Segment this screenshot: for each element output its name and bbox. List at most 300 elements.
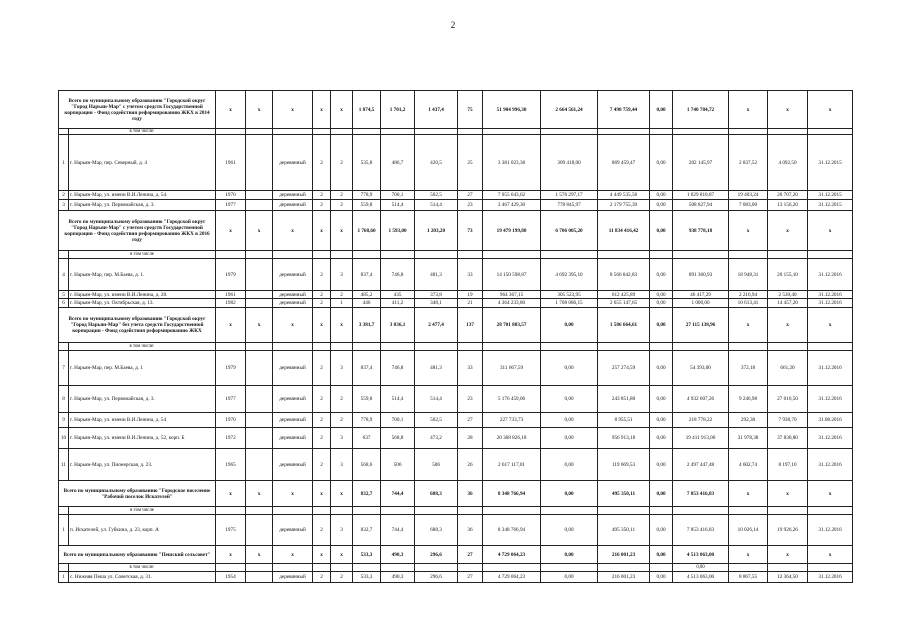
table-cell: 33 bbox=[458, 259, 483, 291]
table-cell: 1972 bbox=[216, 428, 246, 449]
table-cell bbox=[808, 564, 853, 572]
table-cell: 14 457,20 bbox=[768, 299, 808, 308]
table-cell: x bbox=[313, 211, 331, 251]
table-cell bbox=[313, 343, 331, 351]
table-cell bbox=[458, 507, 483, 515]
table-cell: деревянный bbox=[273, 413, 313, 428]
table-cell: 0,00 bbox=[541, 351, 598, 386]
address-cell: г. Нарьян-Мар, ул. имени В.И.Ленина, д. 54 bbox=[69, 413, 216, 428]
table-cell: 0,00 bbox=[650, 428, 673, 449]
table-cell bbox=[216, 564, 246, 572]
table-cell: 1 bbox=[59, 572, 69, 583]
table-cell: 1979 bbox=[216, 351, 246, 386]
table-cell bbox=[541, 564, 598, 572]
address-cell: г. Нарьян-Мар, ул. Пионерская, д. 23. bbox=[69, 449, 216, 481]
table-cell bbox=[246, 515, 273, 546]
table-cell bbox=[331, 251, 353, 259]
table-cell: x bbox=[273, 308, 313, 343]
table-cell: 0,00 bbox=[650, 386, 673, 413]
table-cell bbox=[650, 251, 673, 259]
table-cell bbox=[598, 251, 650, 259]
table-cell: 10 bbox=[59, 428, 69, 449]
table-cell: 514,4 bbox=[381, 200, 415, 211]
table-row bbox=[59, 299, 853, 308]
table-row bbox=[59, 572, 853, 583]
table-cell: x bbox=[216, 211, 246, 251]
table-cell: 216 001,23 bbox=[598, 546, 650, 564]
table-cell: 20 368 826,18 bbox=[483, 428, 541, 449]
table-cell: 20 707,20 bbox=[768, 191, 808, 200]
table-cell: 778 845,97 bbox=[541, 200, 598, 211]
table-cell: 2 bbox=[331, 572, 353, 583]
table-cell: 837,4 bbox=[353, 259, 381, 291]
table-cell: 2 216,94 bbox=[729, 291, 768, 299]
table-cell: 891 360,93 bbox=[673, 259, 729, 291]
table-cell: деревянный bbox=[273, 299, 313, 308]
table-cell: 36 bbox=[458, 515, 483, 546]
table-cell: 514,4 bbox=[381, 386, 415, 413]
table-cell: 568,8 bbox=[381, 428, 415, 449]
table-cell: 119 669,53 bbox=[598, 449, 650, 481]
table-cell: 2 664 561,24 bbox=[541, 91, 598, 129]
table-cell: 373,8 bbox=[415, 291, 458, 299]
page-number: 2 bbox=[450, 20, 456, 30]
table-cell: 2 bbox=[331, 191, 353, 200]
table-cell: 612 425,89 bbox=[598, 291, 650, 299]
subheader-row bbox=[59, 507, 853, 515]
table-row bbox=[59, 449, 853, 481]
table-cell bbox=[808, 507, 853, 515]
table-cell: 305 523,95 bbox=[541, 291, 598, 299]
table-cell bbox=[808, 343, 853, 351]
table-cell: 1970 bbox=[216, 191, 246, 200]
housing-program-table bbox=[58, 90, 853, 583]
table-cell: 311 667,59 bbox=[483, 351, 541, 386]
table-cell bbox=[331, 507, 353, 515]
table-row bbox=[59, 351, 853, 386]
table-cell: 2 bbox=[313, 572, 331, 583]
table-cell: 7 055 643,62 bbox=[483, 191, 541, 200]
table-cell: деревянный bbox=[273, 572, 313, 583]
table-cell: 6 bbox=[59, 299, 69, 308]
table-cell: 13 156,20 bbox=[768, 200, 808, 211]
table-cell bbox=[650, 343, 673, 351]
table-cell: x bbox=[808, 308, 853, 343]
table-cell: 688,3 bbox=[415, 515, 458, 546]
table-cell bbox=[353, 251, 381, 259]
table-cell bbox=[673, 507, 729, 515]
table-cell: 27 016,50 bbox=[768, 386, 808, 413]
table-cell: 51 904 996,30 bbox=[483, 91, 541, 129]
table-cell: 11 bbox=[59, 449, 69, 481]
table-cell: 309 418,00 bbox=[541, 135, 598, 191]
table-cell: x bbox=[808, 481, 853, 507]
table-cell bbox=[458, 343, 483, 351]
table-cell: x bbox=[768, 91, 808, 129]
table-cell: 31.08.2016 bbox=[808, 413, 853, 428]
table-cell: 2 bbox=[313, 351, 331, 386]
table-cell: 5 176 459,06 bbox=[483, 386, 541, 413]
table-cell: 2 bbox=[331, 291, 353, 299]
table-cell: 1965 bbox=[216, 449, 246, 481]
table-cell: 21 bbox=[458, 299, 483, 308]
table-cell: 4 602,74 bbox=[729, 449, 768, 481]
table-cell: 3 bbox=[331, 259, 353, 291]
table-cell: 348,1 bbox=[415, 299, 458, 308]
table-cell: 4 513 063,00 bbox=[673, 572, 729, 583]
table-cell: 8 bbox=[59, 386, 69, 413]
table-cell bbox=[729, 507, 768, 515]
table-cell: 296,6 bbox=[415, 546, 458, 564]
table-cell: 1 029 810,87 bbox=[673, 191, 729, 200]
table-cell: 27 bbox=[458, 546, 483, 564]
table-cell: 28 701 803,57 bbox=[483, 308, 541, 343]
table-cell bbox=[415, 251, 458, 259]
summary-row bbox=[59, 308, 853, 343]
table-cell bbox=[313, 251, 331, 259]
table-cell: 420,5 bbox=[415, 135, 458, 191]
table-cell bbox=[650, 507, 673, 515]
table-cell: x bbox=[331, 481, 353, 507]
table-cell: 73 bbox=[458, 211, 483, 251]
table-cell: деревянный bbox=[273, 135, 313, 191]
subheader-row bbox=[59, 251, 853, 259]
address-cell: г. Нарьян-Мар, ул. имени В.И.Ленина, д. 52, корп. Б bbox=[69, 428, 216, 449]
table-cell: 1 593,00 bbox=[381, 211, 415, 251]
table-cell: 0,00 bbox=[650, 449, 673, 481]
table-cell: x bbox=[808, 546, 853, 564]
table-cell: x bbox=[331, 91, 353, 129]
table-cell: 535,8 bbox=[353, 135, 381, 191]
table-cell: 14 150 598,87 bbox=[483, 259, 541, 291]
table-cell: 19 403,24 bbox=[729, 191, 768, 200]
table-row bbox=[59, 413, 853, 428]
table-cell bbox=[246, 291, 273, 299]
table-cell bbox=[483, 507, 541, 515]
table-cell: 137 bbox=[458, 308, 483, 343]
table-cell: 2 bbox=[313, 291, 331, 299]
table-cell: 11 834 416,42 bbox=[598, 211, 650, 251]
table-cell: 2 bbox=[331, 386, 353, 413]
table-cell bbox=[353, 343, 381, 351]
subheader-label: в том числе: bbox=[69, 564, 216, 572]
table-cell: 5 bbox=[59, 291, 69, 299]
table-cell: 372,18 bbox=[729, 351, 768, 386]
table-cell: x bbox=[216, 308, 246, 343]
table-cell bbox=[246, 449, 273, 481]
table-cell: 8 197,10 bbox=[768, 449, 808, 481]
table-cell: 1 701,2 bbox=[381, 91, 415, 129]
table-cell: 19 926,26 bbox=[768, 515, 808, 546]
table-cell: x bbox=[246, 91, 273, 129]
table-cell: x bbox=[216, 546, 246, 564]
table-cell: x bbox=[313, 308, 331, 343]
summary-row bbox=[59, 481, 853, 507]
table-cell: 1977 bbox=[216, 200, 246, 211]
table-cell bbox=[331, 343, 353, 351]
table-cell: 2 bbox=[331, 413, 353, 428]
table-cell: 2 bbox=[331, 200, 353, 211]
table-cell bbox=[381, 507, 415, 515]
table-cell: 446 bbox=[353, 299, 381, 308]
table-cell: 637 bbox=[353, 428, 381, 449]
table-cell: 533,3 bbox=[353, 572, 381, 583]
address-cell: г. Нарьян-Мар, ул. Первомайская, д. 3. bbox=[69, 200, 216, 211]
table-cell: 1 bbox=[331, 299, 353, 308]
table-cell bbox=[246, 191, 273, 200]
table-cell: 1977 bbox=[216, 386, 246, 413]
table-cell: 3 bbox=[331, 449, 353, 481]
table-cell: 31.12.2016 bbox=[808, 259, 853, 291]
address-cell: п. Искателей, ул. Губкина, д. 23, корп. А bbox=[69, 515, 216, 546]
table-cell: 0,00 bbox=[650, 481, 673, 507]
table-cell: 4 364 233,80 bbox=[483, 299, 541, 308]
table-cell: 2 bbox=[313, 135, 331, 191]
table-cell bbox=[768, 507, 808, 515]
table-cell: деревянный bbox=[273, 386, 313, 413]
table-cell: 486,7 bbox=[381, 135, 415, 191]
table-cell: 4 449 535,58 bbox=[598, 191, 650, 200]
table-cell: 3 bbox=[331, 515, 353, 546]
table-cell: 1982 bbox=[216, 299, 246, 308]
table-cell: 1954 bbox=[216, 572, 246, 583]
table-cell: 2 bbox=[59, 191, 69, 200]
table-cell: 6 706 005,20 bbox=[541, 211, 598, 251]
table-cell: 2 bbox=[313, 386, 331, 413]
table-cell: 2 837,52 bbox=[729, 135, 768, 191]
table-cell bbox=[216, 343, 246, 351]
table-cell: 495 350,11 bbox=[598, 515, 650, 546]
table-cell: x bbox=[729, 308, 768, 343]
table-cell: 2 477,4 bbox=[415, 308, 458, 343]
table-cell: деревянный bbox=[273, 449, 313, 481]
summary-label: Всего по муниципальному образованию "Городской округ "Город Нарьян-Мар" с учетом средств Государственной корпорации - Фонд содействия реформированию ЖКХ в 2016 году bbox=[59, 211, 216, 251]
table-cell: 2 179 755,39 bbox=[598, 200, 650, 211]
table-row bbox=[59, 259, 853, 291]
table-cell: 31.12.2016 bbox=[808, 386, 853, 413]
table-cell bbox=[246, 343, 273, 351]
table-cell: 832,7 bbox=[353, 515, 381, 546]
table-cell: 832,7 bbox=[353, 481, 381, 507]
table-cell: 1979 bbox=[216, 259, 246, 291]
table-cell: 688,3 bbox=[415, 481, 458, 507]
table-cell: 502,5 bbox=[415, 413, 458, 428]
table-cell: 2 bbox=[313, 449, 331, 481]
table-cell: 568,6 bbox=[353, 449, 381, 481]
address-cell: г. Нарьян-Мар, пер. М.Баева, д. 1 bbox=[69, 351, 216, 386]
table-cell: 0,00 bbox=[541, 386, 598, 413]
table-cell bbox=[768, 343, 808, 351]
table-cell: 0,00 bbox=[650, 259, 673, 291]
table-cell bbox=[729, 251, 768, 259]
table-cell: 411,2 bbox=[381, 299, 415, 308]
table-cell: 1 874,5 bbox=[353, 91, 381, 129]
table-cell: 0,00 bbox=[650, 191, 673, 200]
table-cell: 23 bbox=[458, 200, 483, 211]
table-cell: 25 bbox=[458, 135, 483, 191]
table-cell: 0,00 bbox=[541, 515, 598, 546]
table-cell bbox=[415, 507, 458, 515]
table-cell: 938 778,18 bbox=[673, 211, 729, 251]
table-cell: 435 bbox=[381, 291, 415, 299]
table-cell: 533,3 bbox=[353, 546, 381, 564]
table-cell: 8 955,51 bbox=[598, 413, 650, 428]
table-cell bbox=[768, 564, 808, 572]
table-cell: 661,20 bbox=[768, 351, 808, 386]
table-cell: 27 bbox=[458, 191, 483, 200]
table-cell: 4 513 063,00 bbox=[673, 546, 729, 564]
table-cell: x bbox=[729, 91, 768, 129]
table-cell bbox=[273, 343, 313, 351]
table-cell: 495 350,11 bbox=[598, 481, 650, 507]
table-cell: x bbox=[273, 546, 313, 564]
table-cell bbox=[313, 507, 331, 515]
table-cell: деревянный bbox=[273, 191, 313, 200]
table-cell bbox=[729, 564, 768, 572]
table-cell bbox=[246, 413, 273, 428]
table-cell: 31.12.2016 bbox=[808, 515, 853, 546]
table-cell: 3 bbox=[331, 351, 353, 386]
table-cell: x bbox=[729, 546, 768, 564]
address-cell: с. Нижняя Пеша ул. Советская, д. 31. bbox=[69, 572, 216, 583]
table-cell: 2 bbox=[313, 200, 331, 211]
table-cell: 54 393,00 bbox=[673, 351, 729, 386]
table-cell bbox=[246, 507, 273, 515]
table-cell: 0,00 bbox=[541, 428, 598, 449]
table-cell: 1961 bbox=[216, 291, 246, 299]
summary-row bbox=[59, 211, 853, 251]
table-cell bbox=[598, 507, 650, 515]
table-cell: 27 bbox=[458, 572, 483, 583]
table-cell bbox=[246, 299, 273, 308]
table-cell: 1 708 086,15 bbox=[541, 299, 598, 308]
table-cell: x bbox=[246, 481, 273, 507]
table-cell: деревянный bbox=[273, 200, 313, 211]
table-cell: 8 348 766,94 bbox=[483, 515, 541, 546]
table-cell: 18 948,31 bbox=[729, 259, 768, 291]
table-cell: деревянный bbox=[273, 291, 313, 299]
table-cell: 27 115 138,96 bbox=[673, 308, 729, 343]
table-cell: 1975 bbox=[216, 515, 246, 546]
table-cell: 8 566 842,83 bbox=[598, 259, 650, 291]
table-cell: 1 740 784,72 bbox=[673, 91, 729, 129]
table-cell: 202 145,97 bbox=[673, 135, 729, 191]
table-cell bbox=[246, 259, 273, 291]
table-cell: 490,3 bbox=[381, 572, 415, 583]
table-cell bbox=[650, 564, 673, 572]
table-cell: 2 bbox=[313, 515, 331, 546]
table-cell: 7 938,70 bbox=[768, 413, 808, 428]
table-cell: 31.12.2015 bbox=[808, 191, 853, 200]
table-cell: 837,4 bbox=[353, 351, 381, 386]
table-row bbox=[59, 386, 853, 413]
table-cell bbox=[273, 564, 313, 572]
summary-label: Всего по муниципальному образованию "Городской округ "Город Нарьян-Мар" без учета средств Государственной корпорации - Фонд содействия реформированию ЖКХ bbox=[59, 308, 216, 343]
table-cell: 956 913,18 bbox=[598, 428, 650, 449]
table-cell: 485,2 bbox=[353, 291, 381, 299]
subheader-label: в том числе: bbox=[69, 343, 216, 351]
table-cell: 1 203,20 bbox=[415, 211, 458, 251]
address-cell: г. Нарьян-Мар, ул. имени В.И.Ленина, д. 54. bbox=[69, 191, 216, 200]
table-cell: 7 bbox=[59, 351, 69, 386]
table-cell bbox=[353, 507, 381, 515]
table-cell: 2 bbox=[313, 413, 331, 428]
table-cell bbox=[59, 507, 69, 515]
table-cell: x bbox=[246, 308, 273, 343]
table-cell: x bbox=[331, 308, 353, 343]
table-cell: x bbox=[246, 546, 273, 564]
table-cell: 0,00 bbox=[650, 91, 673, 129]
table-cell bbox=[458, 564, 483, 572]
table-cell: 7 498 759,44 bbox=[598, 91, 650, 129]
table-cell: 20 155,10 bbox=[768, 259, 808, 291]
table-cell: 481,3 bbox=[415, 259, 458, 291]
table-cell: 218 778,22 bbox=[673, 413, 729, 428]
summary-label: Всего по муниципальному образованию "Городской округ "Город Нарьян-Мар" с учетом средств Государственной корпорации - Фонд содействия реформированию ЖКХ в 2014 году bbox=[59, 91, 216, 129]
table-cell bbox=[59, 343, 69, 351]
table-cell: деревянный bbox=[273, 428, 313, 449]
table-cell bbox=[246, 200, 273, 211]
table-cell: 3 bbox=[59, 200, 69, 211]
table-cell: 2 617 117,01 bbox=[483, 449, 541, 481]
table-cell: 869 459,47 bbox=[598, 135, 650, 191]
table-cell bbox=[673, 343, 729, 351]
table-cell bbox=[273, 507, 313, 515]
address-cell: г. Нарьян-Мар, пер. Северный, д. 4 bbox=[69, 135, 216, 191]
table-cell: 31 978,38 bbox=[729, 428, 768, 449]
table-cell: 490,3 bbox=[381, 546, 415, 564]
table-cell bbox=[246, 572, 273, 583]
table-cell: 31.12.2016 bbox=[808, 572, 853, 583]
table-cell: 0,00 bbox=[650, 413, 673, 428]
table-cell: 19 479 199,80 bbox=[483, 211, 541, 251]
table-cell: 2 bbox=[313, 191, 331, 200]
table-cell: x bbox=[768, 211, 808, 251]
table-cell bbox=[246, 564, 273, 572]
table-cell bbox=[246, 428, 273, 449]
table-cell bbox=[246, 251, 273, 259]
table-cell: 3 381 023,38 bbox=[483, 135, 541, 191]
table-cell: 10 026,14 bbox=[729, 515, 768, 546]
table-cell: 2 530,40 bbox=[768, 291, 808, 299]
table-cell bbox=[381, 343, 415, 351]
table-cell: 216 001,23 bbox=[598, 572, 650, 583]
table-cell: 1 768,60 bbox=[353, 211, 381, 251]
table-cell: 7 853 416,83 bbox=[673, 515, 729, 546]
table-cell: 257 274,59 bbox=[598, 351, 650, 386]
table-row bbox=[59, 200, 853, 211]
table-cell: 28 bbox=[458, 428, 483, 449]
table-row bbox=[59, 291, 853, 299]
table-cell: 0,00 bbox=[650, 351, 673, 386]
table-cell: x bbox=[729, 211, 768, 251]
table-cell: 2 bbox=[313, 299, 331, 308]
table-cell: 1 437,4 bbox=[415, 91, 458, 129]
table-cell: 2 bbox=[313, 428, 331, 449]
table-cell: 502,5 bbox=[415, 191, 458, 200]
table-cell: деревянный bbox=[273, 259, 313, 291]
table-cell: 0,00 bbox=[541, 413, 598, 428]
table-row bbox=[59, 515, 853, 546]
table-cell: 559,8 bbox=[353, 386, 381, 413]
table-cell: 31.12.2015 bbox=[808, 200, 853, 211]
table-cell bbox=[768, 251, 808, 259]
table-cell: 4 932 607,26 bbox=[673, 386, 729, 413]
table-cell: 8 348 766,94 bbox=[483, 481, 541, 507]
table-cell: 4 092,50 bbox=[768, 135, 808, 191]
address-cell: г. Нарьян-Мар, ул. Первомайская, д. 3. bbox=[69, 386, 216, 413]
table-cell: 31.12.2016 bbox=[808, 449, 853, 481]
